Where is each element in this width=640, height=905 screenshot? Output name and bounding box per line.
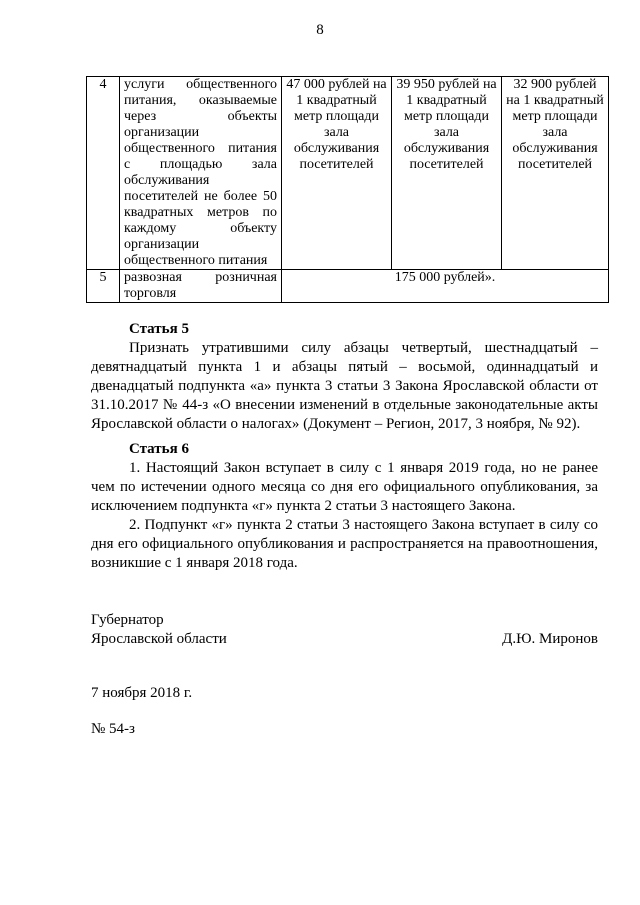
activity-description: услуги общественного питания, оказываемые через объекты организации общественного питания с площадью зала обслуживания посетителей не более 50 квадратных метров по каждому объекту организации общественного питания: [120, 77, 282, 270]
signing-date: 7 ноября 2018 г.: [91, 685, 193, 701]
rate-value: 39 950 рублей на 1 квадратный метр площади зала обслуживания посетителей: [392, 77, 502, 270]
page-number: 8: [316, 22, 324, 38]
table-row: [87, 77, 609, 270]
tax-rate-table: [86, 76, 609, 303]
law-number: № 54-з: [91, 721, 135, 737]
signer-name: Д.Ю. Миронов: [502, 631, 598, 647]
article-paragraph: 2. Подпункт «г» пункта 2 статьи 3 настоящего Закона вступает в силу со дня его официального опубликования и распространяется на правоотношения, возникшие с 1 января 2018 года.: [91, 517, 598, 571]
row-number: 5: [87, 270, 120, 303]
article-paragraph: Признать утратившими силу абзацы четвертый, шестнадцатый – девятнадцатый пункта 1 и абзацы пятый – восьмой, одиннадцатый и двенадцатый подпункта «а» пункта 3 статьи 3 Закона Ярославской области от 31.10.2017 № 44-з «О внесении изменений в отдельные законодательные акты Ярославской области о налогах» (Документ – Регион, 2017, 3 ноября, № 92).: [91, 340, 598, 432]
activity-description: развозная розничная торговля: [120, 270, 282, 303]
article-5: [91, 320, 598, 434]
article-6: [91, 440, 598, 573]
article-title: Статья 6: [129, 441, 189, 457]
article-paragraph: 1. Настоящий Закон вступает в силу с 1 января 2019 года, но не ранее чем по истечении одного месяца со дня его официального опубликования, за исключением подпункта «г» пункта 2 статьи 3 настоящего Закона.: [91, 460, 598, 514]
row-number: 4: [87, 77, 120, 270]
signature-block: [91, 611, 598, 649]
rate-value: 32 900 рублей на 1 квадратный метр площади зала обслуживания посетителей: [502, 77, 609, 270]
table-row: [87, 270, 609, 303]
signer-region: Ярославской области: [91, 631, 227, 647]
rate-value-merged: 175 000 рублей».: [282, 270, 609, 303]
signer-position: Губернатор: [91, 612, 164, 628]
rate-value: 47 000 рублей на 1 квадратный метр площади зала обслуживания посетителей: [282, 77, 392, 270]
article-title: Статья 5: [129, 321, 189, 337]
